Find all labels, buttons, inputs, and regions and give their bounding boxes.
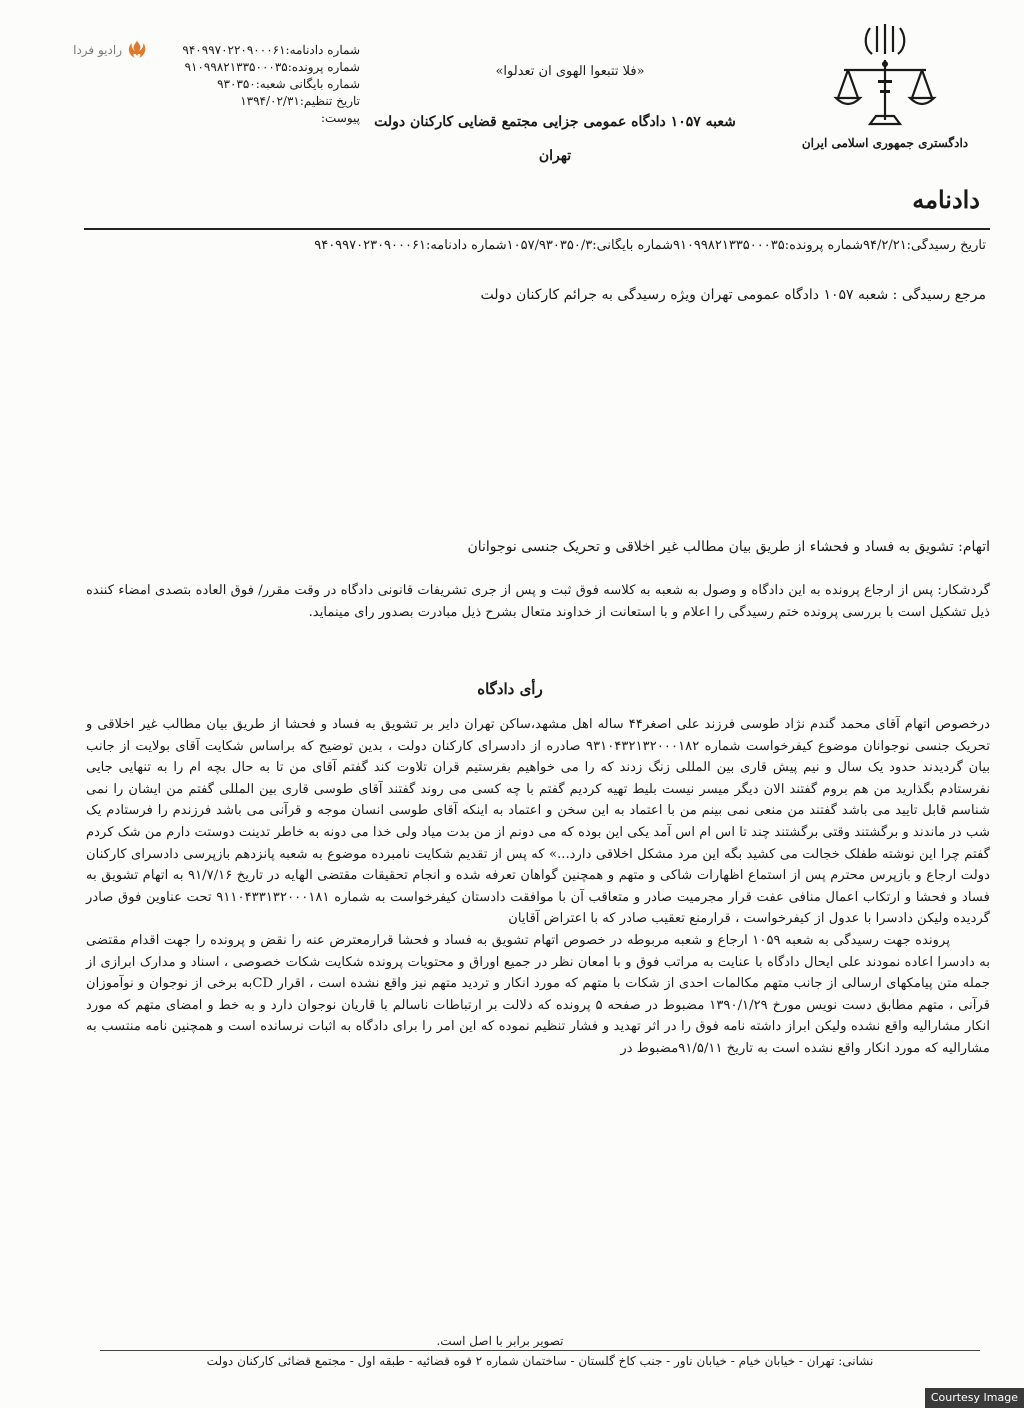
ref-archive-number: شماره بایگانی شعبه:۹۳۰۳۵۰ [217, 77, 360, 91]
ref-date: تاریخ تنظیم:۱۳۹۴/۰۲/۳۱ [240, 94, 360, 108]
ref-verdict-number: شماره دادنامه:۹۴۰۹۹۷۰۲۲۰۹۰۰۰۶۱ [182, 43, 360, 57]
court-branch: شعبه ۱۰۵۷ دادگاه عمومی جزایی مجتمع قضایی کارکنان دولت [374, 114, 736, 130]
certified-copy-note: تصویر برابر با اصل است. [436, 1334, 564, 1348]
ref-case-number: شماره پرونده:۹۱۰۹۹۸۲۱۳۳۵۰۰۰۳۵ [184, 60, 360, 74]
ruling-paragraph-1: درخصوص اتهام آقای محمد گندم نژاد طوسی فرزند علی اصغر۴۴ ساله اهل مشهد،ساکن تهران دایر بر تشویق به فساد و فحشا از طریق بیان مطالب غیر اخلاقی و تحریک جنسی نوجوانان موضوع کیفرخواست شماره ۹۳۱۰۴۳۲۱۳۲۰۰۰۱۸۲ صادره از دادسرای کارکنان دولت ، بدین توضیح که براساس شکایت آقای بولایت از جانب بیان گردیدند حدود یک سال و نیم پیش قاری بین المللی زنگ زدند که را می خواهیم بفرستیم قران تلاوت کند گفتم آقای من تا به حال بچه ام را به تنهایی جایی نفرستادم بگذارید من هم بروم گفتند الان دیگر میسر نیست بلیط تهیه کردیم گفتم با چه کسی می روند گفتند آقای طوسی قاری بین المللی گفتم من ایشان را نمی شناسم قابل تایید می باشد گفتند من منعی نمی بینم من با اعتماد به این سخن و اعتماد به اینکه آقای طوسی انسان موجه و قرآنی می باشد فرزندم را فرستادم یک شب در ماندند و برگشتند وقتی برگشتند چند تا اس ام اس آمد یکی این بوده که می دونم از من بدت میاد ولی خدا می دونه به خاطر تدینت دوستت دارم من شک کردم گفتم چرا این نوشته طفلک خجالت می کشید بگه این مرد مشکل اخلاقی دارد...» که پس از تقدیم شکایت نامبرده موضوع به شعبه پانزدهم بازپرسی دادسرای کارکنان دولت ارجاع و بازپرس محترم پس از استماع اظهارات شاکی و متهم و همچنین گواهان تعرفه شده و انجام تحقیقات مقتضی الهایه در تاریخ ۹۱/۷/۱۶ به اتهام تشویق به فساد و فحشا و ارتکاب اعمال منافی عفت قرار مجرمیت صادر و متعاقب آن با موافقت دادستان کیفرخواست به شماره ۹۱۱۰۴۳۳۱۳۲۰۰۰۱۸۱ تحت عناوین فوق صادر گردیده ولیکن دادسرا با عدول از کیفرخواست ، قرارمنع تعقیب صادر که با اعتراض آقایان [86, 717, 990, 927]
footer-divider [100, 1350, 980, 1351]
court-city: تهران [538, 148, 572, 164]
proceedings-text: گردشکار: پس از ارجاع پرونده به این دادگاه و وصول به شعبه به کلاسه فوق ثبت و پس از جری تشریفات قانونی دادگاه در وقت مقرر/ فوق العاده بتصدی امضاء کننده ذیل تشکیل است با بررسی پرونده ختم رسیدگی را اعلام و با استعانت از خداوند متعال بشرح ذیل مبادرت بصدور رای مینماید. [86, 583, 990, 620]
hearing-authority-line: مرجع رسیدگی : شعبه ۱۰۵۷ دادگاه عمومی تهران ویژه رسیدگی به جرائم کارکنان دولت [480, 287, 986, 303]
header-divider [84, 228, 990, 230]
judiciary-name: دادگستری جمهوری اسلامی ایران [801, 136, 969, 150]
radio-farda-label: رادیو فردا [73, 43, 122, 57]
case-meta-line: تاریخ رسیدگی:۹۴/۲/۲۱شماره پرونده:۹۱۰۹۹۸۲۱۳۳۵۰۰۰۳۵شماره بایگانی:۱۰۵۷/۹۳۰۳۵۰/۳شماره دادنامه:۹۴۰۹۹۷۰۲۳۰۹۰۰۰۶۱ [314, 238, 986, 253]
proceedings-paragraph [86, 580, 990, 623]
quran-verse: «فلا تتبعوا الهوی ان تعدلوا» [495, 64, 645, 79]
ruling-paragraph-2: پرونده جهت رسیدگی به شعبه ۱۰۵۹ ارجاع و شعبه مربوطه در خصوص اتهام تشویق به فساد و فحشا قرارمعترض عنه را نقض و پرونده را جهت اقدام مقتضی به دادسرا اعاده نمودند علی ایحال دادگاه با عنایت به مراتب فوق و با امعان نظر در جمیع اوراق و محتویات پرونده شکایت شکات خصوصی ، اسناد و مدارک ابرازی از جمله متن پیامکهای ارسالی از جانب متهم مکالمات احدی از شکات با متهم که مورد انکار و تردید متهم نیز واقع نشده است ، اقرار CDبه برخی از نوجوان و نوآموزان قرآنی ، متهم مطابق دست نویس مورخ ۱۳۹۰/۱/۲۹ مضبوط در صفحه ۵ پرونده که دلالت بر ارتباطات ناسالم با قاریان نوجوان دارد و به خط و امضای متهم که مورد انکار مشارالیه واقع نشده ولیکن ابراز داشته نامه فوق را در اثر تهدید و فشار تنظیم نموده که این امر را برای دادگاه به اثبات نرسانده است و همچنین نامه منتسب به مشارالیه که مورد انکار واقع نشده است به تاریخ ۹۱/۵/۱۱مضبوط در [86, 932, 990, 1056]
radio-farda-flame-icon [126, 39, 148, 61]
charge-text: اتهام: تشویق به فساد و فحشاء از طریق بیان مطالب غیر اخلاقی و تحریک جنسی نوجوانان [467, 539, 990, 555]
justice-scales-emblem-icon [830, 20, 940, 135]
radio-farda-logo [38, 30, 148, 70]
document-title: دادنامه [912, 185, 980, 214]
ruling-section [86, 714, 990, 1060]
verdict-heading: رأی دادگاه [477, 680, 543, 698]
charge-line [86, 536, 990, 558]
court-address: نشانی: تهران - خیابان خیام - خیابان ناور - جنب کاخ گلستان - ساختمان شماره ۲ قوه قضائیه - طبقه اول - مجتمع قضائی کارکنان دولت [206, 1354, 874, 1368]
ref-attachment: پیوست: [320, 111, 360, 125]
image-credit: Courtesy Image [925, 1388, 1024, 1408]
reference-numbers [150, 42, 360, 127]
